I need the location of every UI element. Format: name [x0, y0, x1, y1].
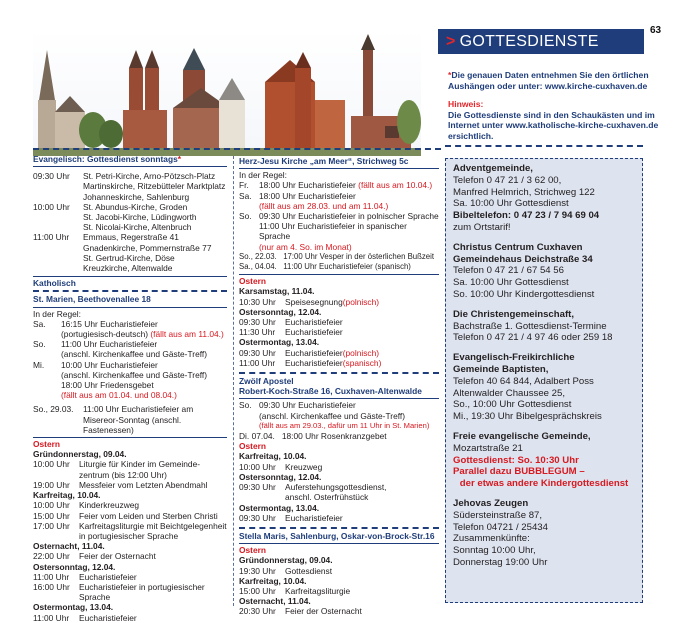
- service-time: 11:00 Uhr: [33, 232, 70, 243]
- hint-body: Die Gottesdienste sind in den Schaukästen und im Internet unter www.katholische-kirche-cuxhaven.de ersichtlich.: [448, 109, 659, 141]
- church-name: St. Petri-Kirche, Arno-Pötzsch-Platz: [83, 171, 216, 182]
- day-label: Osternacht, 11.04.: [239, 596, 311, 607]
- congregation-detail: Bachstraße 1. Gottesdienst-Termine: [453, 320, 607, 332]
- congregation-highlight: Parallel dazu BUBBLEGUM –: [453, 466, 585, 478]
- service-time: 09:30 Uhr: [239, 317, 276, 328]
- congregation-highlight: Gottesdienst: So. 10:30 Uhr: [453, 454, 579, 466]
- service-time: 11:00 Uhr: [33, 612, 70, 623]
- column-divider: [233, 156, 234, 606]
- service-name: Gottesdienst: [285, 565, 333, 576]
- day-label: Karfreitag, 10.04.: [239, 575, 307, 586]
- congregation-name: Freie evangelische Gemeinde,: [453, 430, 591, 442]
- service-time: 09:30 Uhr: [239, 512, 276, 523]
- divider: [239, 168, 439, 169]
- easter-service-list: [239, 286, 439, 368]
- list-item: [33, 171, 227, 181]
- congregation-detail: Mi., 19:30 Uhr Bibelgesprächskreis: [453, 411, 602, 423]
- service-time: [33, 263, 83, 273]
- service-name: Karfreitagsliturgie: [285, 585, 351, 596]
- congregation-highlight: der etwas andere Kindergottesdienst: [459, 478, 629, 490]
- apostel-heading: Zwölf Apostel: [239, 376, 294, 387]
- list-item: [33, 232, 227, 242]
- service-name: Messfeier vom Letzten Abendmahl: [79, 479, 208, 490]
- service-time: 11:30 Uhr: [239, 327, 276, 338]
- list-item: [33, 572, 227, 582]
- list-item: [33, 181, 227, 191]
- church-name: St. Jacobi-Kirche, Lüdingworth: [83, 212, 197, 223]
- service-time: 20:30 Uhr: [239, 606, 276, 617]
- list-item: So., 29.03. 11:00 Uhr Eucharistiefeier am: [33, 404, 194, 415]
- dashed-divider: [239, 372, 439, 374]
- service-time: [33, 212, 83, 222]
- list-item: [239, 358, 439, 368]
- church-collage-icon: [33, 30, 421, 156]
- congregation-detail: Sonntag 10:00 Uhr,: [453, 545, 536, 557]
- congregation-detail: So., 10:00 Uhr Gottesdienst: [453, 399, 572, 411]
- apostel-address: Robert-Koch-Straße 16, Cuxhaven-Altenwalde: [239, 386, 422, 397]
- list-item: [33, 263, 227, 273]
- list-item: anschl. Osterfrühstück: [285, 492, 369, 503]
- service-name: Feier vom Leiden und Sterben Christi: [79, 510, 218, 521]
- ev-heading: Evangelisch: Gottesdienst sonntags*: [33, 154, 181, 164]
- divider: [239, 543, 439, 544]
- list-item: (nur am 4. So. im Monat): [259, 241, 352, 252]
- dashed-divider: [33, 290, 227, 292]
- list-item: [239, 482, 439, 492]
- congregation-subname: Gemeinde Baptisten,: [453, 363, 549, 375]
- regel-label: In der Regel:: [239, 170, 287, 181]
- service-name: Kreuzweg: [285, 461, 323, 472]
- list-item: [33, 511, 227, 521]
- list-item: [33, 212, 227, 222]
- service-time: 19:30 Uhr: [239, 565, 276, 576]
- list-item: [239, 566, 439, 576]
- list-item: [239, 348, 439, 358]
- divider: [239, 274, 439, 275]
- service-time: 15:00 Uhr: [33, 510, 70, 521]
- day-label: Karfreitag, 10.04.: [239, 451, 307, 462]
- service-time: 09:30 Uhr: [239, 347, 276, 358]
- day-label: Ostersonntag, 12.04.: [239, 471, 322, 482]
- ostern-heading: Ostern: [239, 441, 266, 452]
- divider: [33, 166, 227, 167]
- right-dashed-divider: [445, 145, 643, 147]
- congregation-detail: Telefon 40 64 844, Adalbert Poss: [453, 375, 594, 387]
- list-item: So., 22.03. 17:00 Uhr Vesper in der österlichen Bußzeit: [239, 251, 435, 261]
- list-item: in portugiesischer Sprache: [79, 530, 179, 541]
- service-name: Feier der Osternacht: [79, 551, 156, 562]
- hint-text: [448, 99, 668, 141]
- list-item: [33, 500, 227, 510]
- service-name: Eucharistiefeier: [285, 327, 343, 338]
- spacer: [453, 344, 635, 352]
- list-item: Di. 07.04. 18:00 Uhr Rosenkranzgebet: [239, 431, 387, 442]
- ostern-heading: Ostern: [239, 276, 266, 287]
- congregation-name: Christus Centrum Cuxhaven: [453, 241, 583, 253]
- service-name: Karfreitagsliturgie mit Beichtgelegenheit: [79, 520, 227, 531]
- service-time: 09:30 Uhr: [33, 171, 70, 182]
- congregation-detail: Telefon 0 47 21 / 3 62 00,: [453, 174, 562, 186]
- congregation-detail: Altenwalder Chaussee 25,: [453, 387, 565, 399]
- list-item: [33, 222, 227, 232]
- service-time: 22:00 Uhr: [33, 551, 70, 562]
- top-dashed-divider: [33, 148, 441, 150]
- day-label: Karfreitag, 10.04.: [33, 490, 101, 501]
- service-time: 10:00 Uhr: [33, 500, 70, 511]
- day-label: Ostersonntag, 12.04.: [33, 561, 116, 572]
- list-item: [33, 551, 227, 561]
- service-name: Eucharistiefeier: [285, 317, 343, 328]
- ostern-heading: Ostern: [33, 439, 60, 450]
- service-time: 10:00 Uhr: [239, 461, 276, 472]
- list-item: [239, 462, 439, 472]
- chevron-right-icon: >: [446, 33, 456, 50]
- list-item: (fällt aus am 28.03. und am 11.04.): [259, 200, 389, 211]
- list-item: Misereor-Sonntag (anschl. Fastenessen): [83, 414, 182, 435]
- congregation-detail: Manfred Helmrich, Strichweg 122: [453, 186, 595, 198]
- service-note: (polnisch): [342, 347, 380, 358]
- list-item: Mi. 10:00 Uhr Eucharistiefeier: [33, 359, 158, 370]
- easter-service-list: [33, 449, 227, 622]
- list-item: zentrum (bis 12:00 Uhr): [79, 469, 167, 480]
- ostern-heading: Ostern: [239, 545, 266, 556]
- list-item: [33, 253, 227, 263]
- list-item: [33, 202, 227, 212]
- list-item: [239, 606, 439, 616]
- list-item: So. 09:30 Uhr Eucharistiefeier in polnischer Sprache: [239, 211, 439, 222]
- service-name: Eucharistiefeier in portugiesischer Sprache: [79, 581, 205, 603]
- day-label: Ostermontag, 13.04.: [33, 602, 114, 613]
- service-time: [33, 253, 83, 263]
- church-name: Johanneskirche, Sahlenburg: [83, 191, 190, 202]
- service-name: Liturgie für Kinder im Gemeinde-: [79, 459, 201, 470]
- list-item: [239, 297, 439, 307]
- list-item: Fr. 18:00 Uhr Eucharistiefeier (fällt aus am 10.04.): [239, 180, 433, 191]
- list-item: (anschl. Kirchenkaffee und Gäste-Treff): [61, 369, 208, 380]
- congregation-detail: Telefon 0 47 21 / 4 97 46 oder 259 18: [453, 332, 613, 344]
- church-name: St. Nicolai-Kirche, Altenbruch: [83, 222, 192, 233]
- service-name: Speisesegnung: [285, 296, 343, 307]
- church-name: Kreuzkirche, Altenwalde: [83, 263, 173, 274]
- marien-heading: St. Marien, Beethovenallee 18: [33, 294, 151, 305]
- congregation-name: Die Christengemeinschaft,: [453, 308, 575, 320]
- list-item: [33, 480, 227, 490]
- service-name: Eucharistiefeier: [79, 571, 137, 582]
- congregation-detail: zum Ortstarif!: [453, 221, 511, 233]
- list-item: [33, 459, 227, 469]
- congregation-detail: Telefon 0 47 21 / 67 54 56: [453, 265, 564, 277]
- day-label: Gründonnerstag, 09.04.: [33, 449, 127, 460]
- column-left: [33, 154, 227, 623]
- service-time: 09:30 Uhr: [239, 482, 276, 493]
- service-time: 17:00 Uhr: [33, 520, 70, 531]
- ev-service-list: [33, 171, 227, 273]
- list-item: Sa., 04.04. 11:00 Uhr Eucharistiefeier (spanisch): [239, 262, 411, 272]
- spacer: [453, 234, 635, 242]
- congregation-detail: Südersteinstraße 87,: [453, 509, 543, 521]
- list-item: [239, 317, 439, 327]
- section-title-bar: [438, 29, 644, 54]
- list-item: (fällt aus am 01.04. und 08.04.): [61, 390, 177, 401]
- list-item: (anschl. Kirchenkaffee und Gäste-Treff): [61, 349, 208, 360]
- dashed-divider: [239, 527, 439, 529]
- service-name: Eucharistiefeier: [285, 357, 343, 368]
- day-label: Ostermontag, 13.04.: [239, 337, 320, 348]
- churches-illustration: [33, 30, 421, 156]
- day-label: Gründonnerstag, 09.04.: [239, 555, 333, 566]
- congregation-detail: Sa. 10:00 Uhr Gottesdienst: [453, 198, 569, 210]
- divider: [33, 307, 227, 308]
- congregation-list: [453, 163, 635, 569]
- congregation-subname: Gemeindehaus Deichstraße 34: [453, 253, 593, 265]
- congregation-detail: Mozartstraße 21: [453, 442, 523, 454]
- service-time: 19:00 Uhr: [33, 479, 70, 490]
- congregation-detail: Telefon 04721 / 25434: [453, 521, 548, 533]
- spacer: [453, 301, 635, 309]
- congregation-name: Jehovas Zeugen: [453, 497, 529, 509]
- day-label: Karsamstag, 11.04.: [239, 286, 315, 297]
- spacer: [453, 423, 635, 431]
- list-item: [239, 586, 439, 596]
- service-time: [33, 181, 83, 191]
- congregation-name: Adventgemeinde,: [453, 163, 533, 174]
- herz-heading: Herz-Jesu Kirche „am Meer“, Strichweg 5c: [239, 156, 409, 166]
- service-note: (polnisch): [342, 296, 380, 307]
- list-item: (fällt aus am 29.03., dafür um 11 Uhr in St. Marien): [259, 420, 430, 430]
- column-middle: [239, 156, 439, 617]
- congregation-detail: Bibeltelefon: 0 47 23 / 7 94 69 04: [453, 210, 600, 222]
- section-title: GOTTESDIENSTE: [459, 33, 599, 50]
- service-name: Eucharistiefeier: [285, 347, 343, 358]
- day-label: Osternacht, 11.04.: [33, 541, 105, 552]
- congregation-detail: Donnerstag 19:00 Uhr: [453, 556, 548, 568]
- kath-heading: Katholisch: [33, 278, 76, 289]
- church-name: Emmaus, Regerstraße 41: [83, 232, 179, 243]
- service-time: 10:00 Uhr: [33, 201, 70, 212]
- service-name: Feier der Osternacht: [285, 606, 362, 617]
- service-time: 16:00 Uhr: [33, 581, 70, 592]
- list-item: 11:00 Uhr Eucharistiefeier in spanischer Sprache: [259, 221, 407, 242]
- congregation-name: Evangelisch-Freikirchliche: [453, 352, 575, 364]
- church-name: Martinskirche, Ritzebütteler Marktplatz: [83, 181, 226, 192]
- service-time: 10:00 Uhr: [33, 459, 70, 470]
- list-item: (anschl. Kirchenkaffee und Gäste-Treff): [259, 410, 406, 421]
- divider: [33, 437, 227, 438]
- list-item: [33, 582, 227, 602]
- service-name: Eucharistiefeier: [79, 612, 137, 623]
- list-item: So. 09:30 Uhr Eucharistiefeier: [239, 400, 356, 411]
- list-item: (portugiesisch-deutsch) (fällt aus am 11.04.): [61, 329, 224, 340]
- congregation-detail: Sa. 10:00 Uhr Gottesdienst: [453, 277, 569, 289]
- notice-text: *Die genauen Daten entnehmen Sie den örtlichen Aushängen oder unter: www.kirche-cuxhaven.de: [448, 70, 649, 91]
- service-time: [33, 222, 83, 232]
- list-item: [239, 327, 439, 337]
- hint-label: Hinweis:: [448, 99, 484, 109]
- stella-easter-list: [239, 555, 439, 616]
- stella-heading: Stella Maris, Sahlenburg, Oskar-von-Brock-Str.16: [239, 530, 435, 541]
- service-time: 11:00 Uhr: [239, 357, 276, 368]
- other-congregations-box: [445, 158, 643, 603]
- list-item: [33, 243, 227, 253]
- list-item: Sa. 16:15 Uhr Eucharistiefeier: [33, 318, 158, 329]
- service-note: (spanisch): [342, 357, 382, 368]
- page-number: 63: [650, 25, 662, 36]
- service-time: 11:00 Uhr: [33, 571, 70, 582]
- divider: [239, 398, 439, 399]
- service-time: 10:30 Uhr: [239, 296, 276, 307]
- church-name: St. Gertrud-Kirche, Döse: [83, 252, 175, 263]
- service-name: Auferstehungsgottesdienst,: [285, 482, 387, 493]
- spacer: [453, 490, 635, 498]
- service-time: [33, 192, 83, 202]
- list-item: [33, 521, 227, 531]
- list-item: 18:00 Uhr Friedensgebet: [61, 380, 154, 391]
- service-name: Kinderkreuzweg: [79, 500, 140, 511]
- service-name: Eucharistiefeier: [285, 512, 343, 523]
- divider: [33, 276, 227, 277]
- congregation-detail: So. 10:00 Uhr Kindergottesdienst: [453, 288, 595, 300]
- congregation-detail: Zusammenkünfte:: [453, 533, 530, 545]
- apostel-easter-list: [239, 451, 439, 522]
- list-item: [33, 613, 227, 623]
- day-label: Ostersonntag, 12.04.: [239, 306, 322, 317]
- regel-label: In der Regel:: [33, 308, 81, 319]
- service-time: [33, 243, 83, 253]
- service-time: 15:00 Uhr: [239, 585, 276, 596]
- list-item: [33, 192, 227, 202]
- list-item: Sa. 18:00 Uhr Eucharistiefeier: [239, 190, 356, 201]
- day-label: Ostermontag, 13.04.: [239, 502, 320, 513]
- church-name: Gnadenkirche, Pommernstraße 77: [83, 242, 212, 253]
- list-item: So. 11:00 Uhr Eucharistiefeier: [33, 339, 158, 350]
- list-item: [239, 513, 439, 523]
- church-name: St. Abundus-Kirche, Groden: [83, 201, 188, 212]
